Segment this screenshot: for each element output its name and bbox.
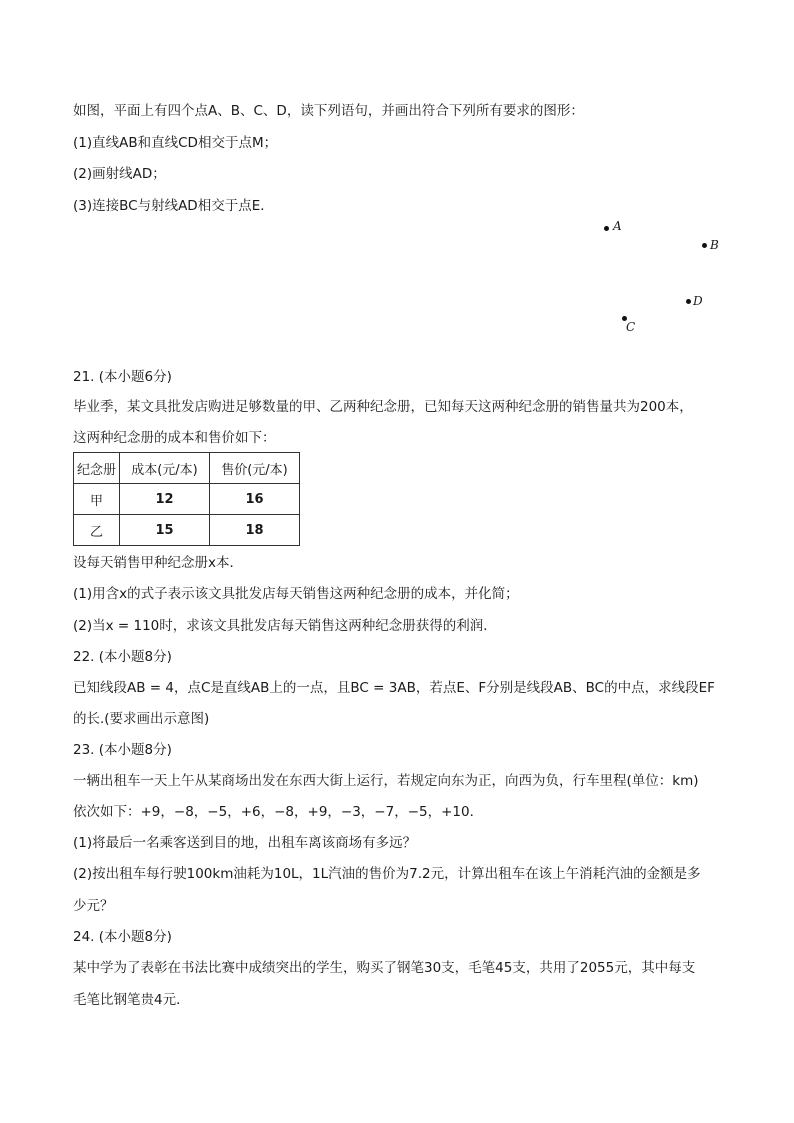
point-a-dot xyxy=(604,226,609,231)
point-b-label: B xyxy=(710,238,719,252)
q21-line-2: 这两种纪念册的成本和售价如下： xyxy=(73,430,276,446)
table-cell: 15 xyxy=(120,515,210,546)
q24-header: 24. (本小题8分) xyxy=(73,929,172,945)
q22-header: 22. (本小题8分) xyxy=(73,649,172,665)
q23-line-2: 依次如下：+9，−8，−5，+6，−8，+9，−3，−7，−5，+10． xyxy=(73,804,484,820)
q23-line-5: 少元？ xyxy=(73,898,114,914)
q21-header: 21. (本小题6分) xyxy=(73,369,172,385)
point-d-label: D xyxy=(693,294,703,308)
q24-line-1: 某中学为了表彰在书法比赛中成绩突出的学生，购买了钢笔30支，毛笔45支，共用了2055元，其中每支 xyxy=(73,960,696,976)
q22-line-1: 已知线段AB = 4，点C是直线AB上的一点，且BC = 3AB，若点E、F分别是线段AB、BC的中点，求线段EF xyxy=(73,680,715,696)
table-row xyxy=(74,453,300,484)
table-row xyxy=(74,484,300,515)
point-c-label: C xyxy=(626,320,636,334)
table-row xyxy=(74,515,300,546)
table-cell: 18 xyxy=(210,515,300,546)
q22-line-2: 的长.(要求画出示意图) xyxy=(73,711,210,727)
q23-line-4: (2)按出租车每行驶100km油耗为10L，1L汽油的售价为7.2元，计算出租车在该上午消耗汽油的金额是多 xyxy=(73,866,701,882)
q21-line-5: (2)当x = 110时，求该文具批发店每天销售这两种纪念册获得的利润． xyxy=(73,618,497,634)
intro-line-1: 如图，平面上有四个点A、B、C、D，读下列语句，并画出符合下列所有要求的图形： xyxy=(73,103,584,119)
table-cell: 甲 xyxy=(74,484,120,515)
table-header-cell: 纪念册 xyxy=(74,453,120,484)
q23-line-3: (1)将最后一名乘客送到目的地，出租车离该商场有多远？ xyxy=(73,835,417,851)
intro-line-2: (1)直线AB和直线CD相交于点M； xyxy=(73,135,278,151)
point-d-dot xyxy=(686,299,691,304)
q21-line-1: 毕业季，某文具批发店购进足够数量的甲、乙两种纪念册，已知每天这两种纪念册的销售量共为200本， xyxy=(73,399,693,415)
q23-line-1: 一辆出租车一天上午从某商场出发在东西大街上运行，若规定向东为正，向西为负，行车里程(单位：km) xyxy=(73,773,699,789)
table-cell: 12 xyxy=(120,484,210,515)
table-cell: 乙 xyxy=(74,515,120,546)
table-cell: 16 xyxy=(210,484,300,515)
point-a-label: A xyxy=(613,219,622,233)
q23-header: 23. (本小题8分) xyxy=(73,742,172,758)
q21-line-4: (1)用含x的式子表示该文具批发店每天销售这两种纪念册的成本，并化简； xyxy=(73,586,519,602)
intro-line-3: (2)画射线AD； xyxy=(73,166,166,182)
table-header-cell: 成本(元/本) xyxy=(120,453,210,484)
price-table xyxy=(73,452,300,546)
table-header-cell: 售价(元/本) xyxy=(210,453,300,484)
q24-line-2: 毛笔比钢笔贵4元． xyxy=(73,992,190,1008)
intro-line-4: (3)连接BC与射线AD相交于点E． xyxy=(73,198,274,214)
point-b-dot xyxy=(702,243,707,248)
q21-line-3: 设每天销售甲种纪念册x本． xyxy=(73,555,243,571)
